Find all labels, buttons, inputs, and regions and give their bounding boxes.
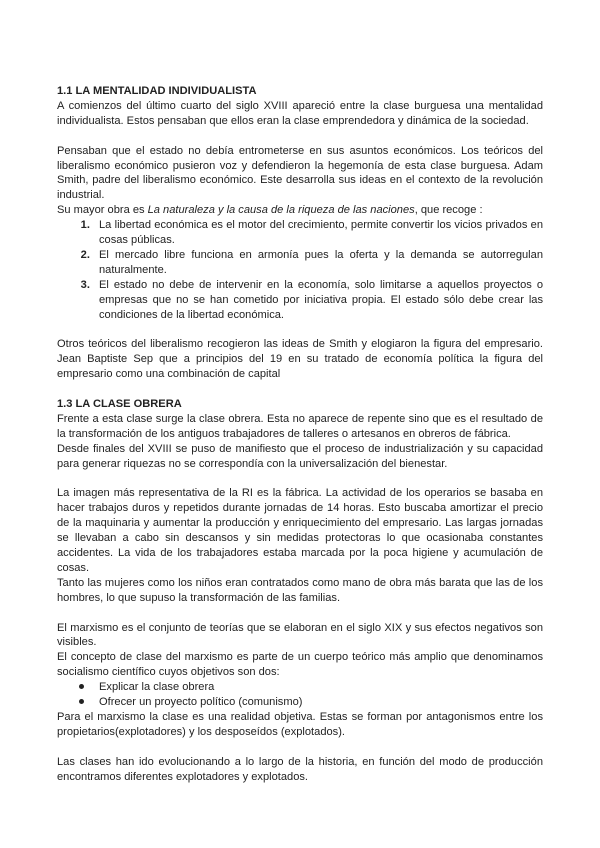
bullet-list — [57, 680, 543, 710]
text-span: , que recoge : — [414, 204, 483, 217]
paragraph: El concepto de clase del marxismo es parte de un cuerpo teórico más amplio que denominamos socialismo científico cuyos objetivos son dos: — [57, 651, 543, 679]
bullet-icon — [79, 684, 84, 689]
document-page — [57, 84, 543, 785]
paragraph: A comienzos del último cuarto del siglo XVIII apareció entre la clase burguesa una mentalidad individualista. Estos pensaban que ellos eran la clase emprendedora y dinámica de la sociedad. — [57, 99, 543, 127]
list-item: 3. El estado no debe de intervenir en la economía, solo limitarse a aquellos proyectos o empresas que no se han cometido por iniciativa propia. El estado sólo debe crear las condiciones de la libertad económica. — [93, 278, 543, 323]
paragraph: Desde finales del XVIII se puso de manifiesto que el proceso de industrialización y su capacidad para generar riquezas no se correspondía con la universalización del bienestar. — [57, 442, 543, 470]
list-item: 2. El mercado libre funciona en armonía pues la oferta y la demanda se autorregulan naturalmente. — [93, 248, 543, 278]
paragraph: La imagen más representativa de la RI es la fábrica. La actividad de los operarios se basaba en hacer trabajos duros y repetidos durante jornadas de 14 horas. Esto buscaba amortizar el precio de la maquinaria y aumentar la producción y enriquecimiento del empresario. Las largas jornadas se llevaban a cabo sin descansos y sin medidas protectoras lo que ocasionaba constantes accidentes. La vida de los trabajadores estaba marcada por la poca higiene y acumulación de cosas. — [57, 487, 543, 574]
book-title: La naturaleza y la causa de la riqueza de las naciones — [147, 204, 415, 217]
paragraph: Pensaban que el estado no debía entrometerse en sus asuntos económicos. Los teóricos del liberalismo económico pusieron voz y defendieron la hegemonía de esta clase burguesa. Adam Smith, padre del liberalismo económico. Este desarrolla sus ideas en el contexto de la revolución industrial. — [57, 144, 543, 202]
list-item: 1. La libertad económica es el motor del crecimiento, permite convertir los vicios privados en cosas públicas. — [93, 218, 543, 248]
section-heading-clase-obrera: 1.3 LA CLASE OBRERA — [57, 397, 182, 410]
paragraph: Para el marxismo la clase es una realidad objetiva. Estas se forman por antagonismos entre los propietarios(explotadores) y los desposeídos (explotados). — [57, 710, 543, 738]
text-span: Su mayor obra es — [57, 204, 148, 217]
paragraph: Tanto las mujeres como los niños eran contratados como mano de obra más barata que las de los hombres, lo que supuso la transformación de las familias. — [57, 576, 543, 604]
paragraph: Otros teóricos del liberalismo recogieron las ideas de Smith y elogiaron la figura del empresario. Jean Baptiste Sep que a principios del 19 en su tratado de economía política la figura del empresario como una combinación de capital — [57, 338, 543, 381]
bullet-icon — [79, 699, 84, 704]
numbered-list — [57, 218, 543, 322]
list-item-text: Ofrecer un proyecto político (comunismo) — [99, 696, 303, 709]
paragraph: Las clases han ido evolucionando a lo largo de la historia, en función del modo de producción encontramos diferentes explotadores y explotados. — [57, 755, 543, 783]
paragraph: El marxismo es el conjunto de teorías que se elaboran en el siglo XIX y sus efectos negativos son visibles. — [57, 621, 543, 649]
list-item — [93, 695, 543, 710]
list-item — [93, 680, 543, 695]
section-heading-mentalidad: 1.1 LA MENTALIDAD INDIVIDUALISTA — [57, 85, 257, 97]
paragraph: Frente a esta clase surge la clase obrera. Esta no aparece de repente sino que es el resultado de la transformación de los antiguos trabajadores de talleres o artesanos en obreros de fábrica. — [57, 412, 543, 440]
paragraph-obra — [57, 203, 543, 218]
list-item-text: Explicar la clase obrera — [99, 681, 215, 694]
